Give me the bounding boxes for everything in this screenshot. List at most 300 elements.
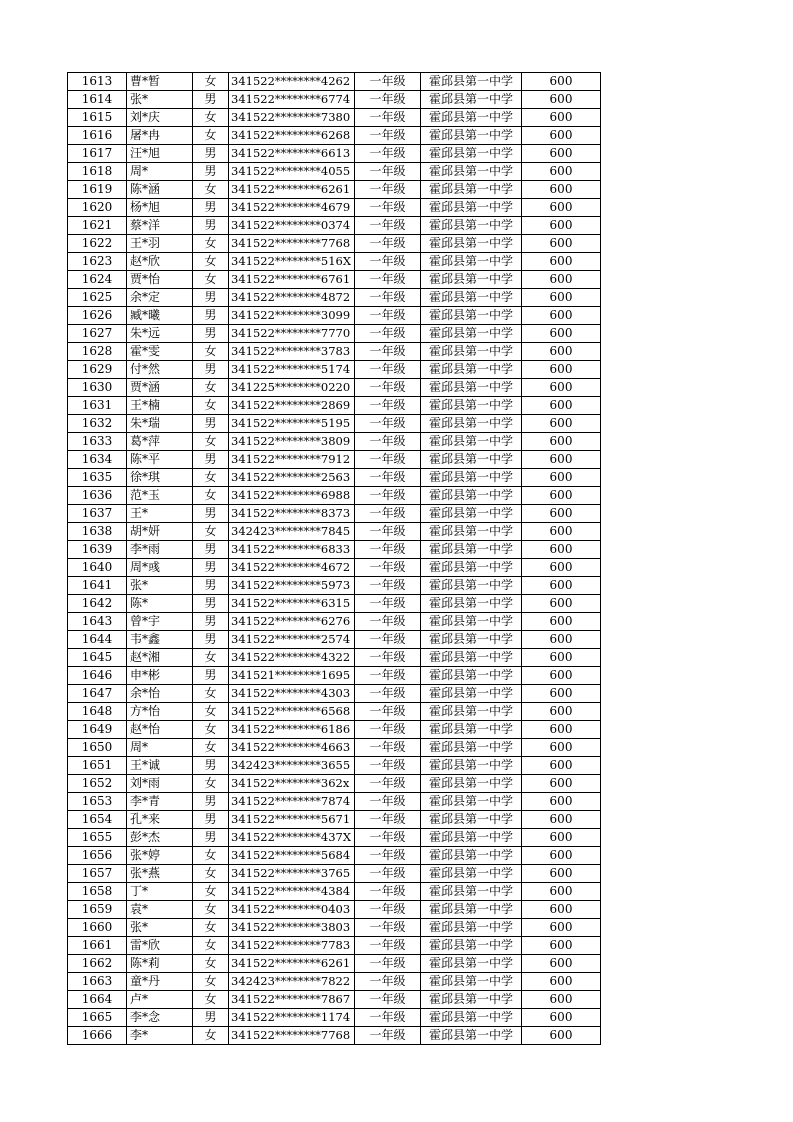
gender-cell: 男 — [193, 757, 229, 775]
school-cell: 霍邱县第一中学 — [421, 559, 522, 577]
school-cell: 霍邱县第一中学 — [421, 325, 522, 343]
student-name-cell: 李* — [127, 1027, 193, 1045]
school-cell: 霍邱县第一中学 — [421, 721, 522, 739]
gender-cell: 女 — [193, 379, 229, 397]
school-cell: 霍邱县第一中学 — [421, 343, 522, 361]
amount-cell: 600 — [522, 271, 601, 289]
id-number-cell: 341522********4663 — [229, 739, 355, 757]
school-cell: 霍邱县第一中学 — [421, 829, 522, 847]
gender-cell: 女 — [193, 739, 229, 757]
id-number-cell: 341522********4303 — [229, 685, 355, 703]
serial-number-cell: 1647 — [68, 685, 127, 703]
table-row — [68, 865, 601, 883]
id-number-cell: 342423********7822 — [229, 973, 355, 991]
student-name-cell: 王* — [127, 505, 193, 523]
school-cell: 霍邱县第一中学 — [421, 613, 522, 631]
serial-number-cell: 1639 — [68, 541, 127, 559]
serial-number-cell: 1616 — [68, 127, 127, 145]
id-number-cell: 341522********6315 — [229, 595, 355, 613]
student-name-cell: 雷*欣 — [127, 937, 193, 955]
id-number-cell: 342423********3655 — [229, 757, 355, 775]
student-name-cell: 王*羽 — [127, 235, 193, 253]
school-cell: 霍邱县第一中学 — [421, 1027, 522, 1045]
serial-number-cell: 1660 — [68, 919, 127, 937]
serial-number-cell: 1617 — [68, 145, 127, 163]
school-cell: 霍邱县第一中学 — [421, 703, 522, 721]
gender-cell: 男 — [193, 829, 229, 847]
student-name-cell: 韦*鑫 — [127, 631, 193, 649]
school-cell: 霍邱县第一中学 — [421, 991, 522, 1009]
school-cell: 霍邱县第一中学 — [421, 253, 522, 271]
table-row — [68, 631, 601, 649]
id-number-cell: 341522********4055 — [229, 163, 355, 181]
school-cell: 霍邱县第一中学 — [421, 109, 522, 127]
serial-number-cell: 1644 — [68, 631, 127, 649]
amount-cell: 600 — [522, 397, 601, 415]
serial-number-cell: 1665 — [68, 1009, 127, 1027]
amount-cell: 600 — [522, 541, 601, 559]
grade-cell: 一年级 — [355, 505, 421, 523]
serial-number-cell: 1663 — [68, 973, 127, 991]
grade-cell: 一年级 — [355, 73, 421, 91]
amount-cell: 600 — [522, 235, 601, 253]
grade-cell: 一年级 — [355, 523, 421, 541]
student-name-cell: 李*念 — [127, 1009, 193, 1027]
student-subsidy-table — [67, 72, 601, 1045]
amount-cell: 600 — [522, 865, 601, 883]
grade-cell: 一年级 — [355, 361, 421, 379]
amount-cell: 600 — [522, 343, 601, 361]
gender-cell: 女 — [193, 235, 229, 253]
gender-cell: 女 — [193, 685, 229, 703]
amount-cell: 600 — [522, 217, 601, 235]
serial-number-cell: 1614 — [68, 91, 127, 109]
gender-cell: 女 — [193, 991, 229, 1009]
student-name-cell: 张* — [127, 577, 193, 595]
grade-cell: 一年级 — [355, 739, 421, 757]
grade-cell: 一年级 — [355, 415, 421, 433]
amount-cell: 600 — [522, 163, 601, 181]
serial-number-cell: 1615 — [68, 109, 127, 127]
serial-number-cell: 1656 — [68, 847, 127, 865]
school-cell: 霍邱县第一中学 — [421, 487, 522, 505]
id-number-cell: 341522********6186 — [229, 721, 355, 739]
gender-cell: 女 — [193, 487, 229, 505]
gender-cell: 女 — [193, 253, 229, 271]
id-number-cell: 341522********3809 — [229, 433, 355, 451]
student-name-cell: 贾*怡 — [127, 271, 193, 289]
school-cell: 霍邱县第一中学 — [421, 217, 522, 235]
amount-cell: 600 — [522, 991, 601, 1009]
id-number-cell: 341522********4322 — [229, 649, 355, 667]
student-name-cell: 王*诚 — [127, 757, 193, 775]
student-name-cell: 卢* — [127, 991, 193, 1009]
grade-cell: 一年级 — [355, 91, 421, 109]
amount-cell: 600 — [522, 595, 601, 613]
student-name-cell: 王*楠 — [127, 397, 193, 415]
school-cell: 霍邱县第一中学 — [421, 901, 522, 919]
student-name-cell: 陈* — [127, 595, 193, 613]
grade-cell: 一年级 — [355, 1009, 421, 1027]
table-row — [68, 451, 601, 469]
school-cell: 霍邱县第一中学 — [421, 541, 522, 559]
student-name-cell: 孔*来 — [127, 811, 193, 829]
grade-cell: 一年级 — [355, 631, 421, 649]
table-row — [68, 469, 601, 487]
id-number-cell: 341522********3803 — [229, 919, 355, 937]
gender-cell: 女 — [193, 703, 229, 721]
table-row — [68, 757, 601, 775]
school-cell: 霍邱县第一中学 — [421, 505, 522, 523]
grade-cell: 一年级 — [355, 595, 421, 613]
school-cell: 霍邱县第一中学 — [421, 469, 522, 487]
school-cell: 霍邱县第一中学 — [421, 361, 522, 379]
id-number-cell: 341522********7912 — [229, 451, 355, 469]
amount-cell: 600 — [522, 739, 601, 757]
amount-cell: 600 — [522, 199, 601, 217]
serial-number-cell: 1654 — [68, 811, 127, 829]
school-cell: 霍邱县第一中学 — [421, 91, 522, 109]
school-cell: 霍邱县第一中学 — [421, 973, 522, 991]
gender-cell: 男 — [193, 541, 229, 559]
id-number-cell: 341522********2563 — [229, 469, 355, 487]
id-number-cell: 341225********0220 — [229, 379, 355, 397]
student-name-cell: 曹*暂 — [127, 73, 193, 91]
table-row — [68, 793, 601, 811]
serial-number-cell: 1659 — [68, 901, 127, 919]
serial-number-cell: 1648 — [68, 703, 127, 721]
student-name-cell: 余*定 — [127, 289, 193, 307]
gender-cell: 女 — [193, 73, 229, 91]
grade-cell: 一年级 — [355, 667, 421, 685]
amount-cell: 600 — [522, 757, 601, 775]
grade-cell: 一年级 — [355, 829, 421, 847]
grade-cell: 一年级 — [355, 937, 421, 955]
grade-cell: 一年级 — [355, 955, 421, 973]
amount-cell: 600 — [522, 109, 601, 127]
gender-cell: 女 — [193, 955, 229, 973]
grade-cell: 一年级 — [355, 613, 421, 631]
school-cell: 霍邱县第一中学 — [421, 847, 522, 865]
school-cell: 霍邱县第一中学 — [421, 1009, 522, 1027]
table-row — [68, 91, 601, 109]
id-number-cell: 341522********7768 — [229, 235, 355, 253]
gender-cell: 男 — [193, 91, 229, 109]
amount-cell: 600 — [522, 955, 601, 973]
amount-cell: 600 — [522, 415, 601, 433]
school-cell: 霍邱县第一中学 — [421, 523, 522, 541]
grade-cell: 一年级 — [355, 919, 421, 937]
gender-cell: 女 — [193, 343, 229, 361]
id-number-cell: 341522********6774 — [229, 91, 355, 109]
serial-number-cell: 1651 — [68, 757, 127, 775]
serial-number-cell: 1646 — [68, 667, 127, 685]
gender-cell: 女 — [193, 901, 229, 919]
id-number-cell: 341522********6761 — [229, 271, 355, 289]
serial-number-cell: 1627 — [68, 325, 127, 343]
id-number-cell: 341522********6276 — [229, 613, 355, 631]
table-row — [68, 271, 601, 289]
amount-cell: 600 — [522, 91, 601, 109]
student-name-cell: 付*然 — [127, 361, 193, 379]
grade-cell: 一年级 — [355, 487, 421, 505]
student-name-cell: 陈*平 — [127, 451, 193, 469]
school-cell: 霍邱县第一中学 — [421, 379, 522, 397]
serial-number-cell: 1626 — [68, 307, 127, 325]
table-row — [68, 721, 601, 739]
id-number-cell: 341522********4672 — [229, 559, 355, 577]
grade-cell: 一年级 — [355, 235, 421, 253]
student-name-cell: 张* — [127, 91, 193, 109]
school-cell: 霍邱县第一中学 — [421, 631, 522, 649]
grade-cell: 一年级 — [355, 901, 421, 919]
id-number-cell: 341522********3099 — [229, 307, 355, 325]
serial-number-cell: 1638 — [68, 523, 127, 541]
table-row — [68, 487, 601, 505]
amount-cell: 600 — [522, 433, 601, 451]
serial-number-cell: 1642 — [68, 595, 127, 613]
id-number-cell: 341522********7380 — [229, 109, 355, 127]
id-number-cell: 341522********5174 — [229, 361, 355, 379]
serial-number-cell: 1633 — [68, 433, 127, 451]
amount-cell: 600 — [522, 181, 601, 199]
amount-cell: 600 — [522, 667, 601, 685]
table-row — [68, 559, 601, 577]
grade-cell: 一年级 — [355, 685, 421, 703]
table-row — [68, 109, 601, 127]
gender-cell: 男 — [193, 217, 229, 235]
grade-cell: 一年级 — [355, 127, 421, 145]
student-name-cell: 朱*瑞 — [127, 415, 193, 433]
gender-cell: 女 — [193, 721, 229, 739]
serial-number-cell: 1641 — [68, 577, 127, 595]
table-row — [68, 955, 601, 973]
table-row — [68, 379, 601, 397]
school-cell: 霍邱县第一中学 — [421, 235, 522, 253]
school-cell: 霍邱县第一中学 — [421, 811, 522, 829]
school-cell: 霍邱县第一中学 — [421, 937, 522, 955]
amount-cell: 600 — [522, 289, 601, 307]
table-row — [68, 937, 601, 955]
school-cell: 霍邱县第一中学 — [421, 289, 522, 307]
amount-cell: 600 — [522, 127, 601, 145]
grade-cell: 一年级 — [355, 325, 421, 343]
school-cell: 霍邱县第一中学 — [421, 577, 522, 595]
id-number-cell: 341522********0403 — [229, 901, 355, 919]
student-name-cell: 周*彧 — [127, 559, 193, 577]
table-row — [68, 595, 601, 613]
grade-cell: 一年级 — [355, 721, 421, 739]
id-number-cell: 341522********5195 — [229, 415, 355, 433]
serial-number-cell: 1664 — [68, 991, 127, 1009]
table-row — [68, 235, 601, 253]
student-name-cell: 屠*冉 — [127, 127, 193, 145]
student-name-cell: 李*青 — [127, 793, 193, 811]
table-row — [68, 829, 601, 847]
student-name-cell: 贾*涵 — [127, 379, 193, 397]
student-name-cell: 周* — [127, 163, 193, 181]
gender-cell: 男 — [193, 505, 229, 523]
student-name-cell: 杨*旭 — [127, 199, 193, 217]
table-row — [68, 505, 601, 523]
id-number-cell: 341522********4262 — [229, 73, 355, 91]
amount-cell: 600 — [522, 469, 601, 487]
grade-cell: 一年级 — [355, 469, 421, 487]
amount-cell: 600 — [522, 919, 601, 937]
amount-cell: 600 — [522, 361, 601, 379]
gender-cell: 男 — [193, 307, 229, 325]
amount-cell: 600 — [522, 901, 601, 919]
id-number-cell: 341522********5671 — [229, 811, 355, 829]
serial-number-cell: 1640 — [68, 559, 127, 577]
serial-number-cell: 1632 — [68, 415, 127, 433]
amount-cell: 600 — [522, 649, 601, 667]
school-cell: 霍邱县第一中学 — [421, 595, 522, 613]
table-row — [68, 127, 601, 145]
school-cell: 霍邱县第一中学 — [421, 271, 522, 289]
table-row — [68, 145, 601, 163]
gender-cell: 男 — [193, 595, 229, 613]
student-name-cell: 赵*怡 — [127, 721, 193, 739]
grade-cell: 一年级 — [355, 559, 421, 577]
id-number-cell: 341522********2574 — [229, 631, 355, 649]
student-name-cell: 蔡*洋 — [127, 217, 193, 235]
gender-cell: 男 — [193, 559, 229, 577]
amount-cell: 600 — [522, 937, 601, 955]
grade-cell: 一年级 — [355, 883, 421, 901]
table-row — [68, 613, 601, 631]
student-name-cell: 陈*莉 — [127, 955, 193, 973]
serial-number-cell: 1662 — [68, 955, 127, 973]
id-number-cell: 341522********7783 — [229, 937, 355, 955]
table-row — [68, 811, 601, 829]
table-row — [68, 667, 601, 685]
amount-cell: 600 — [522, 703, 601, 721]
school-cell: 霍邱县第一中学 — [421, 145, 522, 163]
serial-number-cell: 1623 — [68, 253, 127, 271]
amount-cell: 600 — [522, 847, 601, 865]
amount-cell: 600 — [522, 613, 601, 631]
id-number-cell: 341522********1174 — [229, 1009, 355, 1027]
gender-cell: 女 — [193, 973, 229, 991]
id-number-cell: 341522********4872 — [229, 289, 355, 307]
grade-cell: 一年级 — [355, 649, 421, 667]
id-number-cell: 341522********3765 — [229, 865, 355, 883]
amount-cell: 600 — [522, 1027, 601, 1045]
table-row — [68, 685, 601, 703]
amount-cell: 600 — [522, 253, 601, 271]
grade-cell: 一年级 — [355, 811, 421, 829]
table-row — [68, 991, 601, 1009]
student-name-cell: 刘*雨 — [127, 775, 193, 793]
serial-number-cell: 1645 — [68, 649, 127, 667]
student-name-cell: 刘*庆 — [127, 109, 193, 127]
student-name-cell: 袁* — [127, 901, 193, 919]
gender-cell: 女 — [193, 847, 229, 865]
serial-number-cell: 1628 — [68, 343, 127, 361]
amount-cell: 600 — [522, 559, 601, 577]
table-row — [68, 181, 601, 199]
table-row — [68, 433, 601, 451]
serial-number-cell: 1653 — [68, 793, 127, 811]
school-cell: 霍邱县第一中学 — [421, 127, 522, 145]
table-row — [68, 289, 601, 307]
gender-cell: 女 — [193, 271, 229, 289]
school-cell: 霍邱县第一中学 — [421, 739, 522, 757]
grade-cell: 一年级 — [355, 163, 421, 181]
table-row — [68, 343, 601, 361]
school-cell: 霍邱县第一中学 — [421, 415, 522, 433]
serial-number-cell: 1624 — [68, 271, 127, 289]
serial-number-cell: 1657 — [68, 865, 127, 883]
gender-cell: 女 — [193, 469, 229, 487]
amount-cell: 600 — [522, 775, 601, 793]
gender-cell: 男 — [193, 415, 229, 433]
student-name-cell: 张* — [127, 919, 193, 937]
grade-cell: 一年级 — [355, 757, 421, 775]
grade-cell: 一年级 — [355, 289, 421, 307]
student-name-cell: 曾*宇 — [127, 613, 193, 631]
school-cell: 霍邱县第一中学 — [421, 955, 522, 973]
id-number-cell: 341522********516X — [229, 253, 355, 271]
grade-cell: 一年级 — [355, 865, 421, 883]
amount-cell: 600 — [522, 793, 601, 811]
table-row — [68, 325, 601, 343]
id-number-cell: 341522********437X — [229, 829, 355, 847]
school-cell: 霍邱县第一中学 — [421, 685, 522, 703]
table-row — [68, 703, 601, 721]
serial-number-cell: 1643 — [68, 613, 127, 631]
serial-number-cell: 1618 — [68, 163, 127, 181]
student-name-cell: 申*彬 — [127, 667, 193, 685]
student-name-cell: 陈*涵 — [127, 181, 193, 199]
id-number-cell: 341522********6833 — [229, 541, 355, 559]
gender-cell: 女 — [193, 181, 229, 199]
grade-cell: 一年级 — [355, 307, 421, 325]
table-row — [68, 73, 601, 91]
amount-cell: 600 — [522, 145, 601, 163]
grade-cell: 一年级 — [355, 973, 421, 991]
table-row — [68, 775, 601, 793]
student-name-cell: 李*雨 — [127, 541, 193, 559]
gender-cell: 女 — [193, 1027, 229, 1045]
school-cell: 霍邱县第一中学 — [421, 865, 522, 883]
grade-cell: 一年级 — [355, 199, 421, 217]
serial-number-cell: 1622 — [68, 235, 127, 253]
serial-number-cell: 1613 — [68, 73, 127, 91]
id-number-cell: 341522********7867 — [229, 991, 355, 1009]
amount-cell: 600 — [522, 73, 601, 91]
serial-number-cell: 1621 — [68, 217, 127, 235]
gender-cell: 女 — [193, 433, 229, 451]
table-row — [68, 919, 601, 937]
amount-cell: 600 — [522, 631, 601, 649]
id-number-cell: 342423********7845 — [229, 523, 355, 541]
gender-cell: 女 — [193, 865, 229, 883]
id-number-cell: 341522********6261 — [229, 955, 355, 973]
id-number-cell: 341522********6261 — [229, 181, 355, 199]
id-number-cell: 341522********8373 — [229, 505, 355, 523]
grade-cell: 一年级 — [355, 433, 421, 451]
school-cell: 霍邱县第一中学 — [421, 397, 522, 415]
gender-cell: 男 — [193, 325, 229, 343]
student-name-cell: 霍*雯 — [127, 343, 193, 361]
school-cell: 霍邱县第一中学 — [421, 307, 522, 325]
student-name-cell: 臧*曦 — [127, 307, 193, 325]
gender-cell: 女 — [193, 883, 229, 901]
id-number-cell: 341522********0374 — [229, 217, 355, 235]
grade-cell: 一年级 — [355, 577, 421, 595]
